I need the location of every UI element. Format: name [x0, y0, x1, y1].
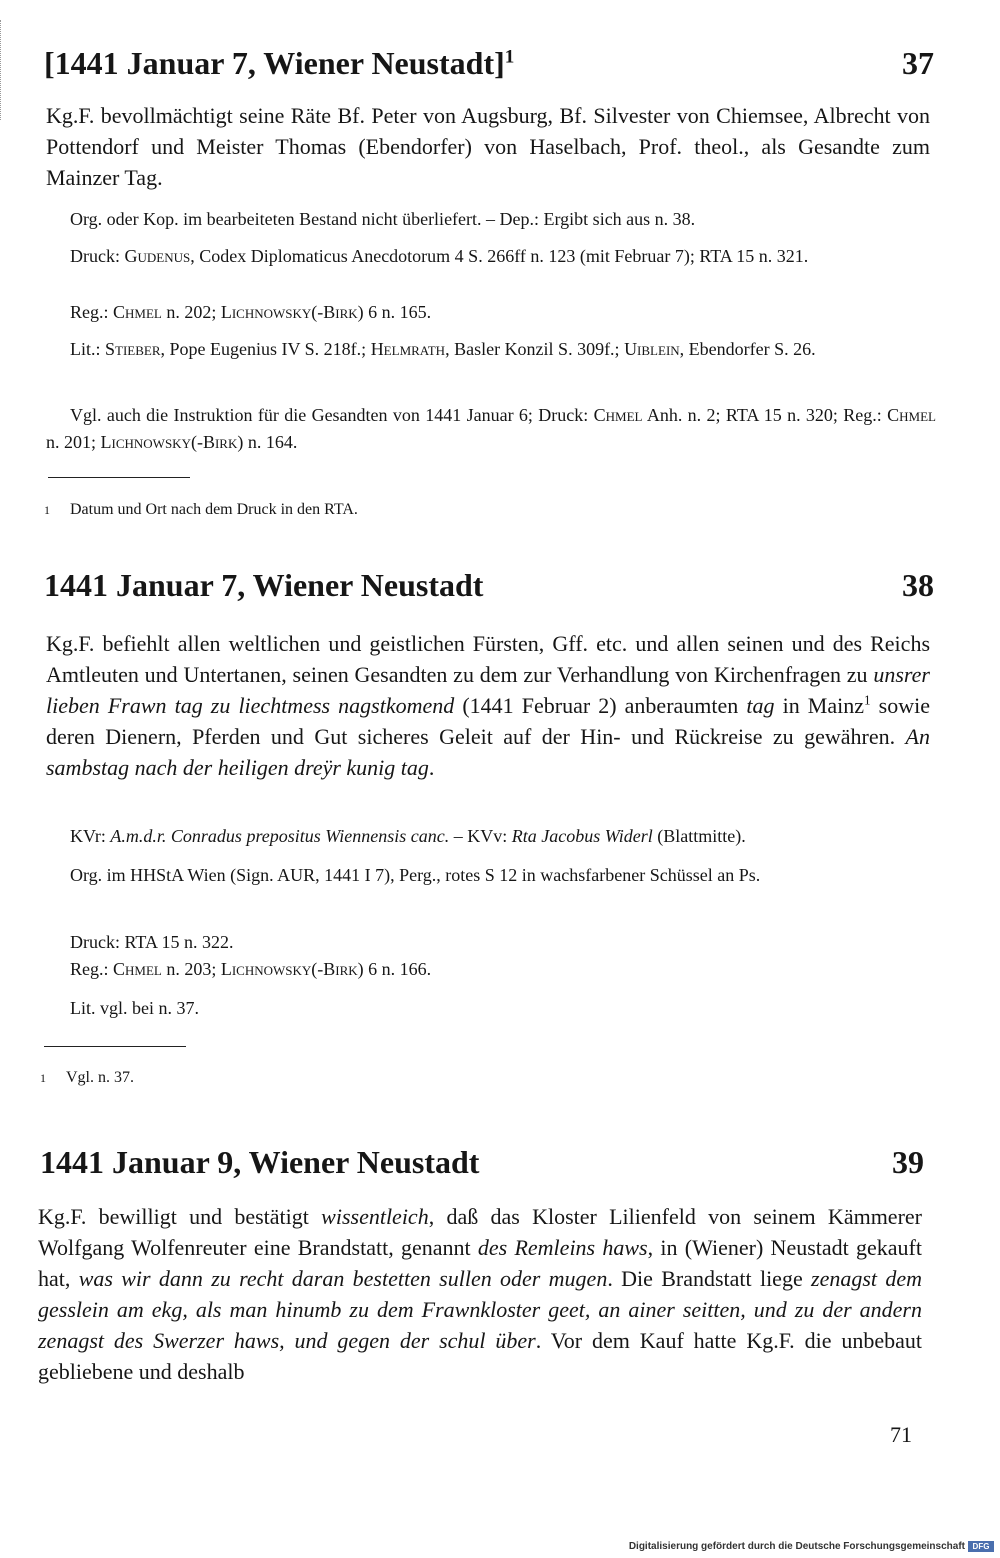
page-number: 71 [890, 1422, 912, 1447]
credit-text: Digitalisierung gefördert durch die Deutsche Forschungsgemeinschaft [628, 1541, 965, 1552]
entry-38-org: Org. im HHStA Wien (Sign. AUR, 1441 I 7), Perg., rotes S 12 in wachsfarbener Schüssel an Ps. [70, 865, 761, 885]
entry-37-heading [44, 44, 934, 82]
entry-38-regest: Kg.F. befiehlt allen weltlichen und geistlichen Fürsten, Gff. etc. und allen seinen und des Reichs Amtleuten und Untertanen, seinen Gesandten zu dem zur Verhandlung von Kirchenfragen zu unsrer lieben Frawn tag zu liechtmess nagstkomend (1441 Februar 2) anberaumten tag in Mainz$^1$ sowie deren Dienern, Pferden und Gut sicheres Geleit auf der Hin- und Rückreise zu gewähren. An sambstag nach der heiligen dreÿr kunig tag. [46, 631, 930, 780]
entry-38-lit: Lit. vgl. bei n. 37. [70, 998, 199, 1018]
entry-37-number: 37 [902, 45, 934, 81]
entry-39-number: 39 [892, 1144, 924, 1180]
entry-39-title: 1441 Januar 9, Wiener Neustadt [40, 1144, 480, 1180]
entry-37-footnote: 1 Datum und Ort nach dem Druck in den RTA. [44, 501, 358, 518]
entry-37-druck: Druck: Gudenus, Codex Diplomaticus Anecdotorum 4 S. 266ff n. 123 (mit Februar 7); RTA 15 n. 321. [70, 246, 809, 266]
entry-37-org: Org. oder Kop. im bearbeiteten Bestand nicht überliefert. – Dep.: Ergibt sich aus n. 38. [70, 209, 696, 229]
entry-38-druck: Druck: RTA 15 n. 322. [70, 932, 234, 952]
dfg-logo: DFG [968, 1541, 994, 1552]
entry-37-lit: Lit.: Stieber, Pope Eugenius IV S. 218f.; Helmrath, Basler Konzil S. 309f.; Uiblein, Ebendorfer S. 26. [70, 339, 816, 359]
entry-38-heading [44, 566, 934, 604]
footnote-rule [48, 477, 190, 478]
entry-38-footnote: 1 Vgl. n. 37. [40, 1069, 134, 1086]
entry-37-regest: Kg.F. bevollmächtigt seine Räte Bf. Peter von Augsburg, Bf. Silvester von Chiemsee, Albrecht von Pottendorf und Meister Thomas (Ebendorfer) von Haselbach, Prof. theol., als Gesandte zum Mainzer Tag. [46, 103, 930, 190]
entry-39-regest: Kg.F. bewilligt und bestätigt wissentleich, daß das Kloster Lilienfeld von seinem Kämmerer Wolfgang Wolfenreuter eine Brandstatt, genannt des Remleins haws, in (Wiener) Neustadt gekauft hat, was wir dann zu recht daran bestetten sullen oder mugen. Die Brandstatt liege zenagst dem gesslein am ekg, als man hinumb zu dem Frawnkloster geet, an ainer seitten, und zu der andern zenagst des Swerzer haws, und gegen der schul über. Vor dem Kauf hatte Kg.F. die unbebaut gebliebene und deshalb [38, 1204, 922, 1384]
footnote-rule [44, 1046, 186, 1047]
entry-38-reg: Reg.: Chmel n. 203; Lichnowsky(-Birk) 6 n. 166. [70, 959, 432, 979]
entry-38-kv: KVr: A.m.d.r. Conradus prepositus Wiennensis canc. – KVv: Rta Jacobus Widerl (Blattmitte). [70, 826, 746, 846]
entry-37-reg: Reg.: Chmel n. 202; Lichnowsky(-Birk) 6 n. 165. [70, 302, 432, 322]
funding-credit [629, 1541, 994, 1552]
entry-38-title: 1441 Januar 7, Wiener Neustadt [44, 567, 484, 603]
footnote-ref: 1 [504, 46, 515, 68]
entry-37-vgl: Vgl. auch die Instruktion für die Gesandten von 1441 Januar 6; Druck: Chmel Anh. n. 2; RTA 15 n. 320; Reg.: Chmel n. 201; Lichnowsky(-Birk) n. 164. [46, 405, 936, 452]
entry-39-heading [40, 1143, 924, 1181]
scan-edge-marks [0, 20, 5, 120]
entry-37-title: [1441 Januar 7, Wiener Neustadt]$^1$ [44, 45, 515, 81]
entry-38-number: 38 [902, 567, 934, 603]
